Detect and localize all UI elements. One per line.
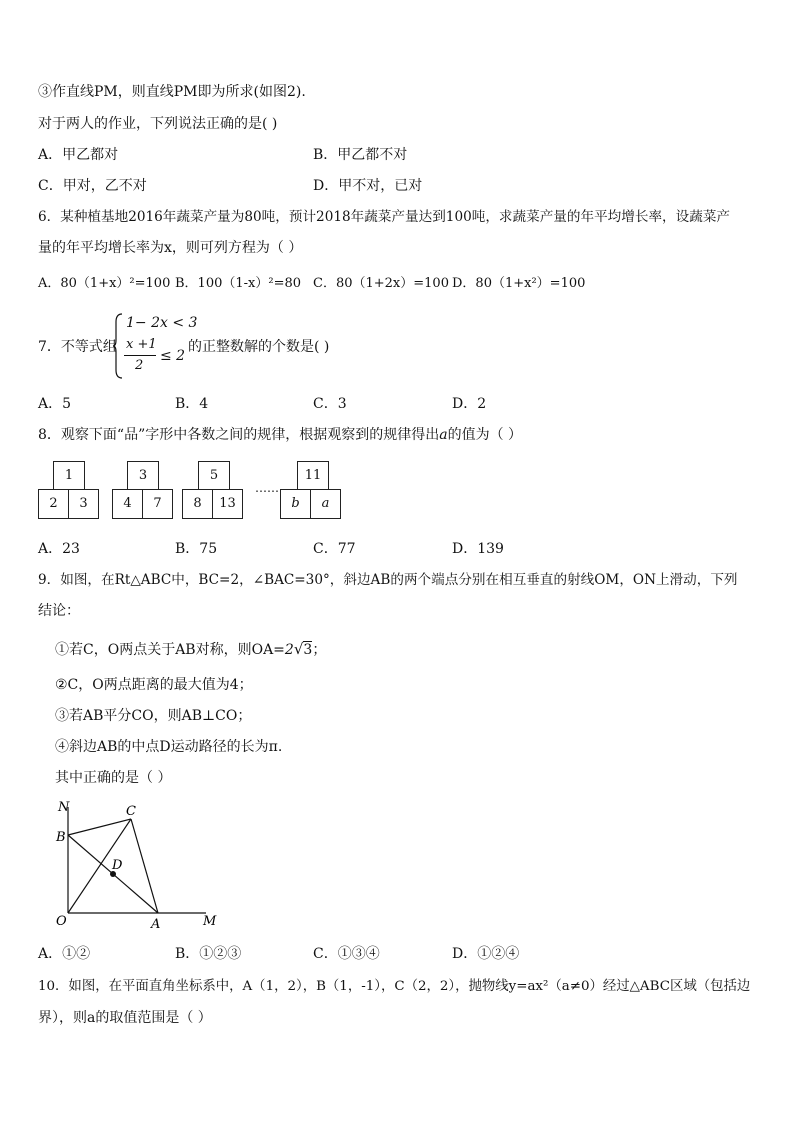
- q8-prompt: [38, 425, 522, 445]
- q5-prompt: 对于两人的作业，下列说法正确的是( ): [38, 116, 278, 132]
- pin-3-left: 8: [182, 489, 213, 519]
- pin-2-left: 4: [112, 489, 143, 519]
- q10-line2: 界），则a的取值范围是（ ）: [38, 1010, 212, 1026]
- q8-option-a: A．23: [38, 541, 80, 557]
- q9-conclusion-4: ④斜边AB的中点D运动路径的长为π.: [55, 739, 283, 755]
- q9-prompt: 其中正确的是（ ）: [55, 770, 172, 786]
- q10-line1: 10．如图，在平面直角坐标系中，A（1，2），B（1，-1），C（2，2），抛物线y=ax²（a≠0）经过△ABC区域（包括边: [38, 979, 751, 994]
- pin-1-right: 3: [68, 489, 99, 519]
- q5-option-c: C．甲对，乙不对: [38, 178, 147, 194]
- q8-option-c: C．77: [313, 541, 356, 557]
- pin-4-left: b: [280, 489, 311, 519]
- label-a: A: [151, 917, 161, 932]
- q5-option-d: D．甲不对，已对: [313, 178, 423, 194]
- q7-fraction-denominator: 2: [135, 358, 144, 373]
- q7-brace: [112, 312, 124, 380]
- label-d: D: [112, 858, 123, 873]
- q7-option-c: C．3: [313, 396, 347, 412]
- q7-inequality-1: 1− 2x < 3: [126, 315, 198, 331]
- q5-option-a: A．甲乙都对: [38, 147, 119, 163]
- q6-option-b: B．100（1-x）²=80: [175, 276, 302, 291]
- label-n: N: [58, 800, 70, 815]
- pin-4-right: a: [310, 489, 341, 519]
- segment-ca: [131, 819, 158, 913]
- q6-option-d: D．80（1+x²）=100: [452, 276, 586, 291]
- q9-figure: [48, 795, 228, 935]
- q9-option-d: D．①②④: [452, 946, 520, 962]
- pin-4-top: 11: [297, 461, 329, 490]
- q9-line2: 结论：: [38, 603, 80, 619]
- q9-c1-text: ①若C，O两点关于AB对称，则OA=: [55, 642, 285, 658]
- label-c: C: [126, 804, 136, 819]
- q8-option-d: D．139: [452, 541, 504, 557]
- label-o: O: [56, 914, 67, 929]
- q7-option-a: A．5: [38, 396, 72, 412]
- pin-3-right: 13: [212, 489, 243, 519]
- q8-option-b: B．75: [175, 541, 218, 557]
- q9-c1-end: ；: [312, 642, 327, 658]
- q9-option-a: A．①②: [38, 946, 91, 962]
- q6-line1: 6．某种植基地2016年蔬菜产量为80吨，预计2018年蔬菜产量达到100吨，求蔬菜产量的年平均增长率，设蔬菜产: [38, 209, 731, 225]
- q6-option-c: C．80（1+2x）=100: [313, 276, 449, 291]
- label-b: B: [56, 830, 66, 845]
- q7-prefix: 7．不等式组: [38, 339, 117, 355]
- q8-prompt-a: 8．观察下面“品”字形中各数之间的规律，根据观察到的规律得出: [38, 427, 440, 443]
- q7-fraction-numerator: x +1: [126, 337, 157, 352]
- q7-suffix: 的正整数解的个数是( ): [188, 339, 330, 355]
- q5-step3: ③作直线PM，则直线PM即为所求(如图2).: [38, 84, 306, 100]
- q5-option-b: B．甲乙都不对: [313, 147, 408, 163]
- q8-prompt-var: a: [439, 427, 448, 443]
- sqrt-icon: √: [293, 640, 304, 658]
- q9-option-b: B．①②③: [175, 946, 242, 962]
- q6-line2: 量的年平均增长率为x，则可列方程为（ ）: [38, 240, 303, 256]
- q7-option-b: B．4: [175, 396, 209, 412]
- pin-1-top: 1: [53, 461, 85, 490]
- q6-option-a: A．80（1+x）²=100: [38, 276, 171, 291]
- label-m: M: [203, 914, 217, 929]
- q9-conclusion-1: [55, 639, 326, 660]
- q9-c1-coef: 2: [284, 642, 294, 658]
- q7-option-d: D．2: [452, 396, 487, 412]
- pin-3-top: 5: [198, 461, 230, 490]
- q7-fraction-relation: ≤ 2: [160, 348, 186, 364]
- pin-2-right: 7: [142, 489, 173, 519]
- q9-option-c: C．①③④: [313, 946, 380, 962]
- q7-fraction-bar: [124, 355, 156, 356]
- pin-1-left: 2: [38, 489, 69, 519]
- q9-line1: 9．如图，在Rt△ABC中，BC=2，∠BAC=30°，斜边AB的两个端点分别在相互垂直的射线OM，ON上滑动，下列: [38, 572, 738, 588]
- pin-2-top: 3: [127, 461, 159, 490]
- q9-c1-radicand: 3: [303, 642, 313, 658]
- q9-conclusion-2: ②C，O两点距离的最大值为4；: [55, 677, 253, 693]
- pin-ellipsis: ……: [255, 481, 279, 495]
- q9-conclusion-3: ③若AB平分CO，则AB⊥CO；: [55, 708, 252, 724]
- q8-prompt-b: 的值为（ ）: [447, 427, 523, 443]
